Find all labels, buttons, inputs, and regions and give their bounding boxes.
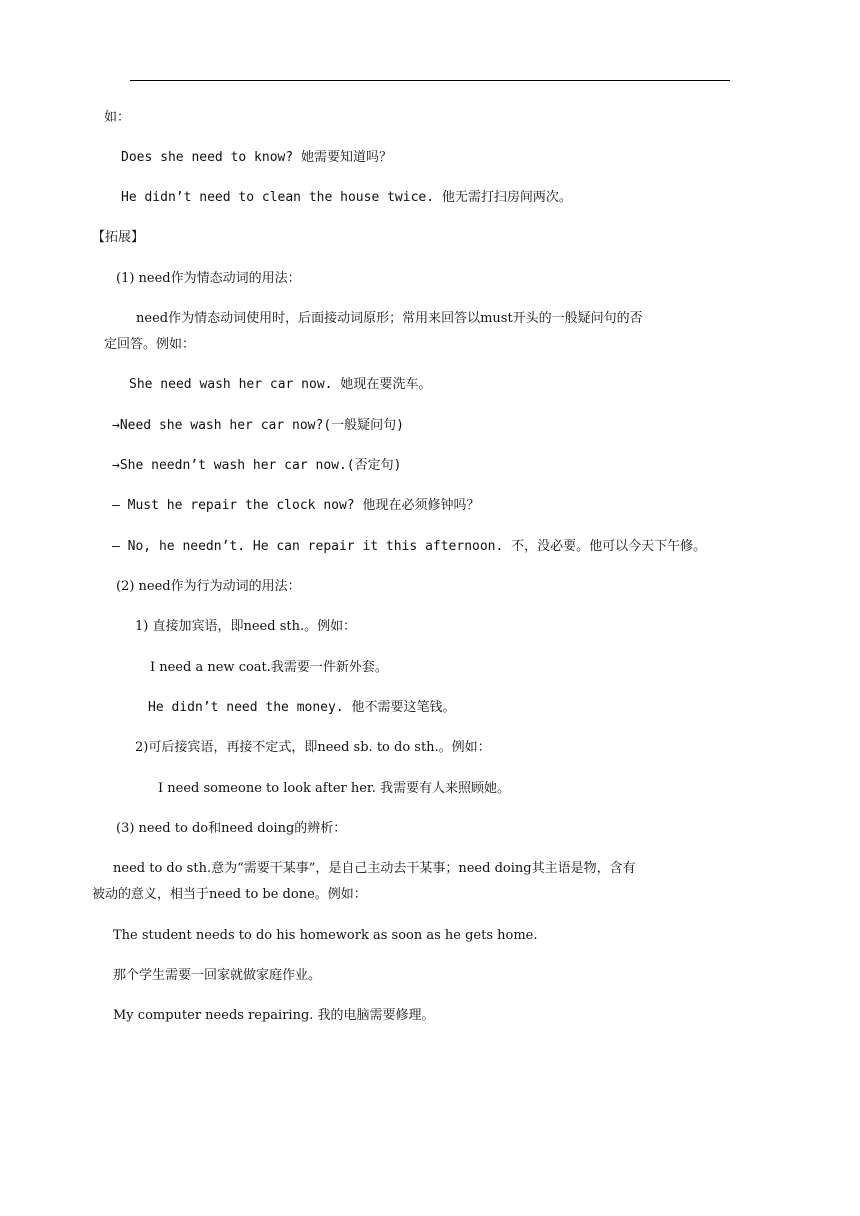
text-line: 如： [104,110,131,125]
text-line: I need a new coat.我需要一件新外套。 [150,660,388,675]
header-rule [130,80,730,81]
text-line: need作为情态动词使用时，后面接动词原形；常用来回答以must开头的一般疑问句的否 [136,311,643,326]
text-line: The student needs to do his homework as soon as he gets home. [113,928,538,943]
text-line: 那个学生需要一回家就做家庭作业。 [113,968,322,983]
text-line: She need wash her car now. 她现在要洗车。 [129,377,432,392]
text-line: 定回答。例如： [104,337,196,352]
text-line: →She needn’t wash her car now.(否定句) [112,458,402,473]
text-line: My computer needs repairing. 我的电脑需要修理。 [113,1008,435,1023]
text-line: need to do sth.意为“需要干某事”，是自己主动去干某事；need doing其主语是物，含有 [113,861,636,876]
text-line: He didn’t need to clean the house twice. 他无需打扫房间两次。 [121,190,572,205]
text-line: I need someone to look after her. 我需要有人来照顾她。 [158,781,510,796]
text-line: 被动的意义，相当于need to be done。例如： [92,887,367,902]
text-line: 1) 直接加宾语，即need sth.。例如： [135,619,357,634]
text-line: (2) need作为行为动词的用法： [116,579,301,594]
text-line: Does she need to know? 她需要知道吗？ [121,150,393,165]
text-line: — Must he repair the clock now? 他现在必须修钟吗？ [112,498,480,513]
text-line: →Need she wash her car now?(一般疑问句) [112,418,404,433]
text-line: (1) need作为情态动词的用法： [116,271,301,286]
text-line: He didn’t need the money. 他不需要这笔钱。 [148,700,456,715]
text-line: 2)可后接宾语，再接不定式，即need sb. to do sth.。例如： [135,740,491,755]
section-heading: 【拓展】 [92,230,145,245]
text-line: — No, he needn’t. He can repair it this afternoon. 不，没必要。他可以今天下午修。 [112,539,707,554]
text-line: (3) need to do和need doing的辨析： [116,821,347,836]
